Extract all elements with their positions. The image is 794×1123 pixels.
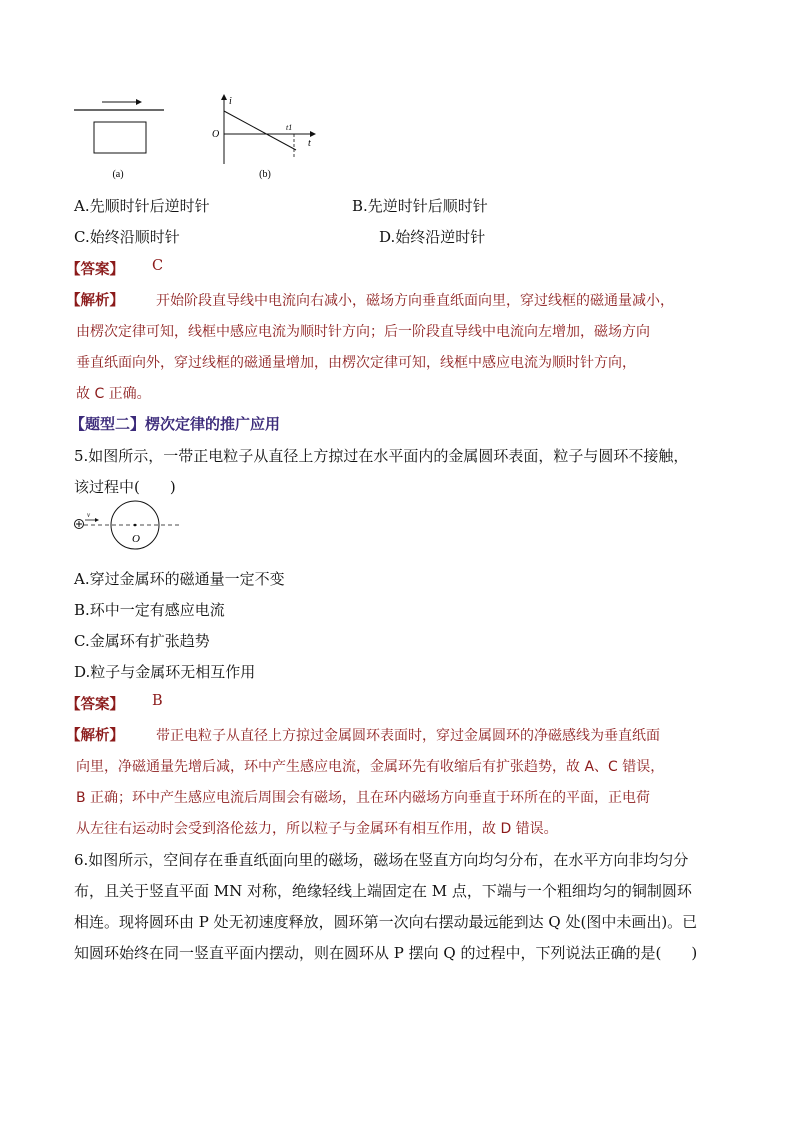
axis-t-label: t [308, 138, 311, 149]
q5-analysis-label: 【解析】 [66, 727, 124, 744]
q4-analysis-line-2: 由楞次定律可知，线框中感应电流为顺时针方向；后一阶段直导线中电流向左增加，磁场方向 [76, 324, 650, 340]
q5-option-a: A.穿过金属环的磁通量一定不变 [74, 570, 285, 588]
wire-loop [94, 122, 146, 153]
figure-a [70, 95, 180, 185]
q5-analysis-line-1: 带正电粒子从直径上方掠过金属圆环表面时，穿过金属圆环的净磁感线为垂直纸面 [156, 728, 660, 744]
q6-stem-line-4: 知圆环始终在同一竖直平面内摆动，则在圆环从 P 摆向 Q 的过程中，下列说法正确的是( ) [74, 944, 698, 962]
q5-option-b: B.环中一定有感应电流 [74, 601, 225, 619]
center-label: O [132, 533, 140, 545]
q4-answer-value: C [152, 258, 164, 274]
q4-analysis-line-4: 故 C 正确。 [76, 386, 151, 402]
velocity-arrowhead [95, 518, 99, 522]
fig-b-caption: (b) [259, 169, 271, 180]
section-title: 【题型二】楞次定律的推广应用 [70, 415, 281, 433]
q6-stem-line-1: 6.如图所示，空间存在垂直纸面向里的磁场，磁场在竖直方向均匀分布，在水平方向非均匀分 [74, 851, 689, 869]
i-axis-arrow [221, 94, 227, 100]
q6-stem-line-3: 相连。现将圆环由 P 处无初速度释放，圆环第一次向右摆动最远能到达 Q 处(图中未画出)。已 [74, 913, 698, 931]
q4-answer-label: 【答案】 [66, 261, 124, 278]
q4-option-b: B.先逆时针后顺时针 [352, 197, 488, 215]
axis-i-label: i [229, 96, 232, 107]
center-dot [134, 524, 137, 527]
q4-option-d: D.始终沿逆时针 [379, 228, 486, 246]
q4-analysis-line-3: 垂直纸面向外，穿过线框的磁通量增加，由楞次定律可知，线框中感应电流为顺时针方向， [76, 355, 636, 371]
q4-option-c: C.始终沿顺时针 [74, 228, 180, 246]
q5-stem-line-2: 该过程中( ) [74, 478, 176, 496]
q5-option-d: D.粒子与金属环无相互作用 [74, 663, 256, 681]
q5-answer-value: B [152, 693, 163, 709]
q4-option-a: A.先顺时针后逆时针 [74, 197, 210, 215]
velocity-label: v [87, 511, 91, 519]
q5-answer-label: 【答案】 [66, 696, 124, 713]
origin-label: O [212, 129, 220, 140]
t1-label: t1 [286, 123, 293, 132]
q5-analysis-line-3: B 正确；环中产生感应电流后周围会有磁场，且在环内磁场方向垂直于环所在的平面，正电荷 [76, 790, 651, 806]
q6-stem-line-2: 布，且关于竖直平面 MN 对称，绝缘轻线上端固定在 M 点，下端与一个粗细均匀的铜制圆环 [74, 882, 692, 900]
q4-analysis-label: 【解析】 [66, 292, 124, 309]
fig-a-caption: (a) [112, 169, 124, 180]
q5-analysis-line-2: 向里，净磁通量先增后减，环中产生感应电流，金属环先有收缩后有扩张趋势，故 A、C 错误， [76, 759, 665, 775]
current-arrowhead [136, 99, 142, 105]
q5-analysis-line-4: 从左往右运动时会受到洛伦兹力，所以粒子与金属环有相互作用，故 D 错误。 [76, 821, 558, 837]
q4-analysis-line-1: 开始阶段直导线中电流向右减小，磁场方向垂直纸面向里，穿过线框的磁通量减小， [156, 293, 674, 309]
q5-stem-line-1: 5.如图所示，一带正电粒子从直径上方掠过在水平面内的金属圆环表面，粒子与圆环不接触， [74, 447, 689, 465]
figure-q5 [70, 500, 190, 552]
figure-b [208, 92, 328, 188]
t-axis-arrow [310, 131, 316, 137]
q5-option-c: C.金属环有扩张趋势 [74, 632, 210, 650]
